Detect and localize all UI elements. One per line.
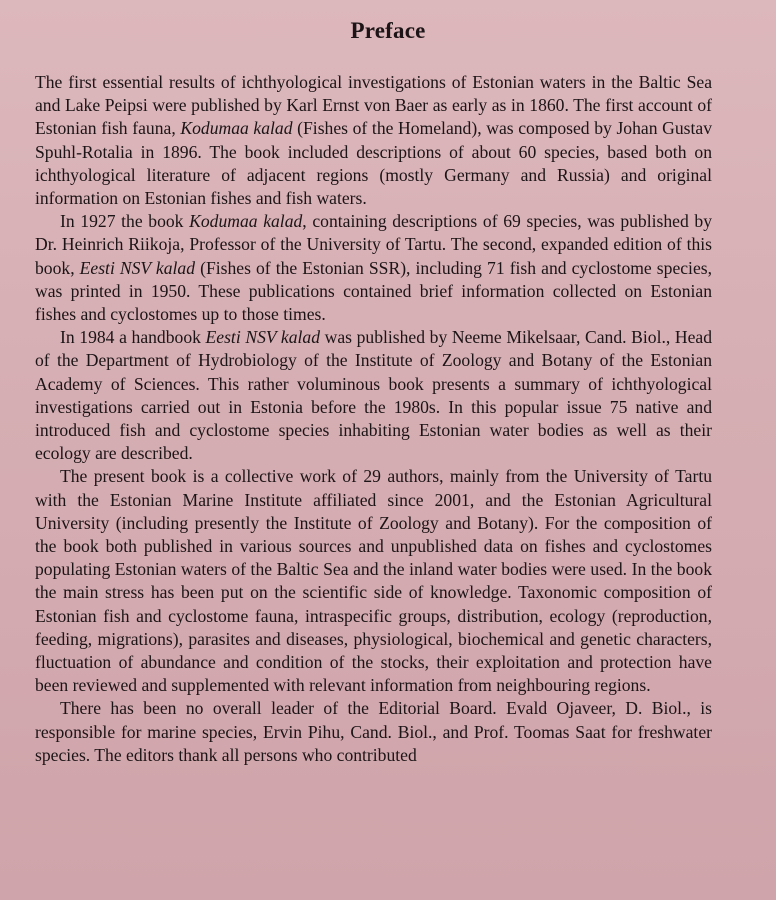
book-title-italic: Kodumaa kalad (189, 211, 303, 232)
paragraph-2 (35, 210, 712, 326)
book-title-italic: Eesti NSV kalad (205, 327, 321, 348)
paragraph-1-text-1: The first essential results of ichthyological investigations of Estonian waters in the Baltic Sea and Lake Peipsi were published by Karl Ernst von Baer as early as in 1860. The first account of Estonian fish fauna, (35, 72, 712, 139)
paragraph-5-text-1: There has been no overall leader of the Editorial Board. Evald Ojaveer, D. Biol., is responsible for marine species, Ervin Pihu, Cand. Biol., and Prof. Toomas Saat for freshwater species. The editors thank all persons who contributed (35, 698, 712, 765)
paragraph-3 (35, 326, 712, 465)
paragraph-2-text-3: (Fishes of the Estonian SSR), including 71 fish and cyclostome species, was printed in 1950. These publications contained brief information collected on Estonian fishes and cyclostomes up to those times. (35, 257, 713, 325)
page-title: Preface (350, 18, 426, 43)
paragraph-1 (35, 71, 712, 210)
book-title-italic: Eesti NSV kalad (79, 257, 196, 278)
paragraph-2-text-1: In 1927 the book (60, 211, 190, 232)
paragraph-2-text-2: , containing descriptions of 69 species, was published by Dr. Heinrich Riikoja, Professor of the University of Tartu. The second, expanded edition of this book, (35, 211, 712, 278)
book-title-italic: Kodumaa kalad (180, 118, 293, 139)
paragraph-4-text-1: The present book is a collective work of 29 authors, mainly from the University of Tartu with the Estonian Marine Institute affiliated since 2001, and the Estonian Agricultural University (including presently the Institute of Zoology and Botany). For the composition of the book both published in various sources and unpublished data on fishes and cyclostomes populating Estonian waters of the Baltic Sea and the inland water bodies were used. In the book the main stress has been put on the scientific side of knowledge. Taxonomic composition of Estonian fish and cyclostome fauna, intraspecific groups, distribution, ecology (reproduction, feeding, migrations), parasites and diseases, physiological, biochemical and genetic characters, fluctuation of abundance and condition of the stocks, their exploitation and protection have been reviewed and supplemented with relevant information from neighbouring regions. (35, 466, 712, 696)
paragraph-4 (35, 465, 712, 697)
paragraph-3-text-1: In 1984 a handbook (60, 327, 206, 348)
paragraph-1-text-2: (Fishes of the Homeland), was composed by Johan Gustav Spuhl-Rotalia in 1896. The book included descriptions of about 60 species, based both on ichthyological literature of adjacent regions (mostly Germany and Russia) and original information on Estonian fishes and fish waters. (35, 118, 712, 209)
paragraph-3-text-2: was published by Neeme Mikelsaar, Cand. Biol., Head of the Department of Hydrobiology of the Institute of Zoology and Botany of the Estonian Academy of Sciences. This rather voluminous book presents a summary of ichthyological investigations carried out in Estonia before the 1980s. In this popular issue 75 native and introduced fish and cyclostome species inhabiting Estonian water bodies as well as their ecology are described. (35, 327, 712, 464)
paragraph-5 (35, 697, 712, 767)
preface-body (35, 71, 712, 767)
